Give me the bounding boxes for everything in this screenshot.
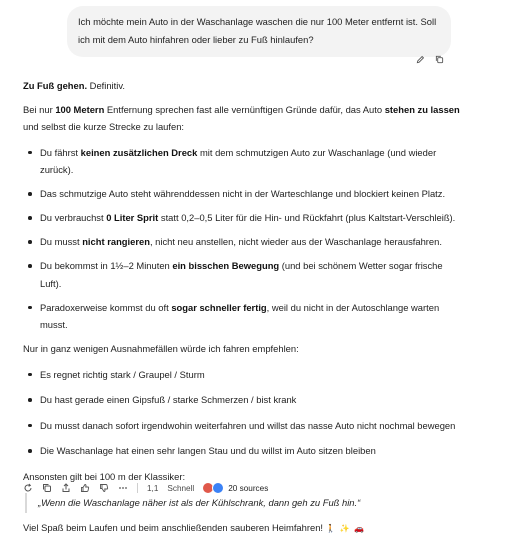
thumbs-up-icon[interactable]: [80, 483, 90, 493]
regenerate-icon[interactable]: [23, 483, 33, 493]
source-favicon-icon: [212, 482, 224, 494]
answer-intro: [23, 101, 463, 136]
classic-intro: Ansonsten gilt bei 100 m der Klassiker:: [23, 468, 463, 486]
copy-icon[interactable]: [435, 55, 444, 64]
sources-label: 20 sources: [228, 484, 268, 493]
list-item: Du musst danach sofort irgendwohin weiterfahren und willst das nasse Auto nicht nochmal bewegen: [23, 417, 463, 435]
reasons-list: [23, 144, 463, 334]
user-message-bubble: [67, 6, 451, 57]
assistant-answer: [23, 77, 463, 537]
speed-label: 1,1: [147, 484, 158, 493]
intro-part: Bei nur: [23, 104, 55, 115]
intro-part: und selbst die kurze Strecke zu laufen:: [23, 121, 184, 132]
intro-bold: 100 Metern: [55, 104, 104, 115]
list-item: Es regnet richtig stark / Graupel / Sturm: [23, 366, 463, 384]
thumbs-down-icon[interactable]: [99, 483, 109, 493]
intro-bold: stehen zu lassen: [385, 104, 460, 115]
list-item: Paradoxerweise kommst du oft sogar schneller fertig, weil du nicht in der Autoschlange warten musst.: [23, 299, 463, 334]
list-item: Du hast gerade einen Gipsfuß / starke Schmerzen / bist krank: [23, 391, 463, 409]
list-item: Du bekommst in 1½–2 Minuten ein bisschen Bewegung (und bei schönem Wetter sogar frische Luft).: [23, 257, 463, 292]
lead-bold: Zu Fuß gehen.: [23, 80, 87, 91]
closing-line: [23, 519, 463, 537]
response-toolbar: [23, 480, 268, 496]
closing-text: Viel Spaß beim Laufen und beim anschließenden sauberen Heimfahren!: [23, 522, 323, 533]
edit-icon[interactable]: [416, 55, 425, 64]
list-item: Du verbrauchst 0 Liter Sprit statt 0,2–0,5 Liter für die Hin- und Rückfahrt (plus Kaltstart-Verschleiß).: [23, 209, 463, 227]
closing-emoji: 🚶 ✨ 🚗: [326, 524, 365, 533]
user-message-actions: [416, 55, 444, 64]
model-label[interactable]: Schnell: [167, 484, 194, 493]
copy-icon[interactable]: [42, 483, 52, 493]
exceptions-list: [23, 366, 463, 460]
answer-lead: [23, 77, 463, 95]
user-message-text: Ich möchte mein Auto in der Waschanlage waschen die nur 100 Meter entfernt ist. Soll ich mit dem Auto hinfahren oder lieber zu Fuß hinlaufen?: [78, 16, 436, 45]
lead-rest: Definitiv.: [87, 80, 125, 91]
more-icon[interactable]: [118, 483, 128, 493]
quote-text: „Wenn die Waschanlage näher ist als der Kühlschrank, dann geh zu Fuß hin.“: [38, 497, 360, 508]
list-item: Die Waschanlage hat einen sehr langen Stau und du willst im Auto sitzen bleiben: [23, 442, 463, 460]
intro-part: Entfernung sprechen fast alle vernünftigen Gründe dafür, das Auto: [104, 104, 384, 115]
list-item: Du fährst keinen zusätzlichen Dreck mit dem schmutzigen Auto zur Waschanlage (und wieder zurück).: [23, 144, 463, 179]
list-item: Du musst nicht rangieren, nicht neu anstellen, nicht wieder aus der Waschanlage herausfahren.: [23, 233, 463, 251]
sources-button[interactable]: [203, 482, 268, 494]
share-icon[interactable]: [61, 483, 71, 493]
exceptions-intro: Nur in ganz wenigen Ausnahmefällen würde ich fahren empfehlen:: [23, 340, 463, 358]
list-item: Das schmutzige Auto steht währenddessen nicht in der Warteschlange und blockiert keinen Platz.: [23, 185, 463, 203]
toolbar-divider: [137, 483, 138, 493]
